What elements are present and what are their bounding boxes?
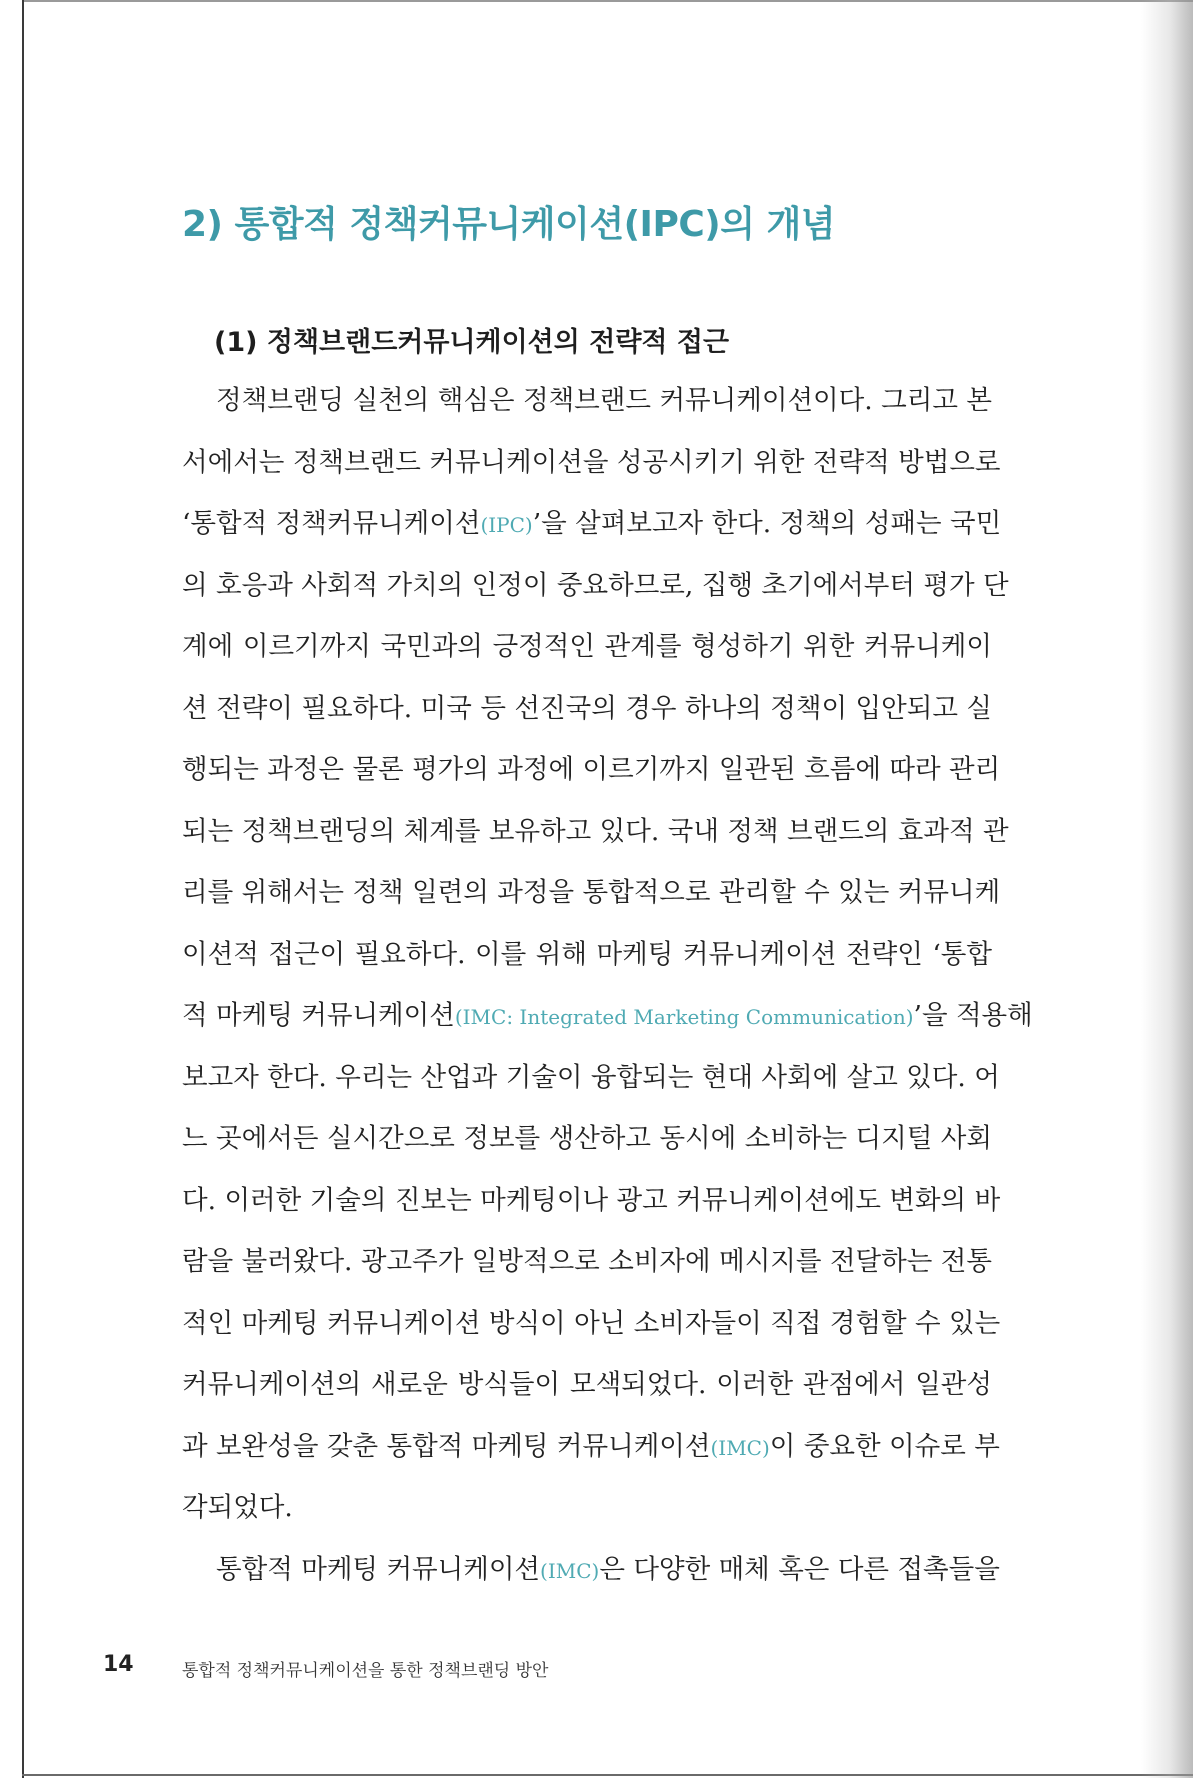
running-footer-title: 통합적 정책커뮤니케이션을 통한 정책브랜딩 방안 bbox=[182, 1661, 549, 1681]
body-line: 커뮤니케이션의 새로운 방식들이 모색되었다. 이러한 관점에서 일관성 bbox=[182, 1369, 992, 1400]
body-line: 적인 마케팅 커뮤니케이션 방식이 아닌 소비자들이 직접 경험할 수 있는 bbox=[182, 1307, 1001, 1339]
body-line: 다. 이러한 기술의 진보는 마케팅이나 광고 커뮤니케이션에도 변화의 바 bbox=[182, 1184, 1001, 1216]
body-text bbox=[182, 378, 1033, 1608]
ipc-abbreviation: (IPC) bbox=[480, 513, 533, 537]
body-line: 이션적 접근이 필요하다. 이를 위해 마케팅 커뮤니케이션 전략인 ‘통합 bbox=[182, 938, 992, 970]
body-line: 의 호응과 사회적 가치의 인정이 중요하므로, 집행 초기에서부터 평가 단 bbox=[182, 569, 1009, 601]
body-line: 정책브랜딩 실천의 핵심은 정책브랜드 커뮤니케이션이다. 그리고 본 bbox=[216, 385, 992, 416]
body-line: 리를 위해서는 정책 일련의 과정을 통합적으로 관리할 수 있는 커뮤니케 bbox=[182, 877, 1001, 908]
imc-full-name: (IMC: Integrated Marketing Communication) bbox=[454, 1005, 914, 1029]
body-line: 람을 불러왔다. 광고주가 일방적으로 소비자에 메시지를 전달하는 전통 bbox=[182, 1246, 992, 1277]
page-spine-shadow bbox=[1141, 0, 1193, 1778]
body-line: 과 보완성을 갖춘 통합적 마케팅 커뮤니케이션(IMC)이 중요한 이슈로 부 bbox=[182, 1430, 1000, 1462]
page-top-edge bbox=[22, 0, 1193, 2]
page-number: 14 bbox=[103, 1652, 134, 1677]
body-line: 느 곳에서든 실시간으로 정보를 생산하고 동시에 소비하는 디지털 사회 bbox=[182, 1123, 992, 1154]
subsection-title: (1) 정책브랜드커뮤니케이션의 전략적 접근 bbox=[214, 327, 730, 358]
body-line: 통합적 마케팅 커뮤니케이션(IMC)은 다양한 매체 혹은 다른 접촉들을 bbox=[216, 1553, 1000, 1585]
body-line: 보고자 한다. 우리는 산업과 기술이 융합되는 현대 사회에 살고 있다. 어 bbox=[182, 1061, 1000, 1093]
body-line: 계에 이르기까지 국민과의 긍정적인 관계를 형성하기 위한 커뮤니케이 bbox=[182, 631, 992, 662]
body-line: 행되는 과정은 물론 평가의 과정에 이르기까지 일관된 흐름에 따라 관리 bbox=[182, 754, 1001, 785]
body-line: 서에서는 정책브랜드 커뮤니케이션을 성공시키기 위한 전략적 방법으로 bbox=[182, 446, 1001, 478]
imc-abbreviation: (IMC) bbox=[540, 1558, 600, 1583]
body-line: 되는 정책브랜딩의 체계를 보유하고 있다. 국내 정책 브랜드의 효과적 관 bbox=[182, 815, 1009, 847]
page-left-edge bbox=[22, 0, 24, 1778]
body-line: ‘통합적 정책커뮤니케이션(IPC)’을 살펴보고자 한다. 정책의 성패는 국민 bbox=[182, 508, 1002, 539]
imc-abbreviation: (IMC) bbox=[710, 1435, 770, 1460]
body-line: 적 마케팅 커뮤니케이션(IMC: Integrated Marketing Communication)’을 적용해 bbox=[182, 1000, 1033, 1031]
section-title: 2) 통합적 정책커뮤니케이션(IPC)의 개념 bbox=[182, 204, 836, 245]
body-line: 션 전략이 필요하다. 미국 등 선진국의 경우 하나의 정책이 입안되고 실 bbox=[182, 692, 992, 724]
body-line: 각되었다. bbox=[182, 1492, 293, 1523]
page-bottom-edge bbox=[22, 1774, 1193, 1776]
